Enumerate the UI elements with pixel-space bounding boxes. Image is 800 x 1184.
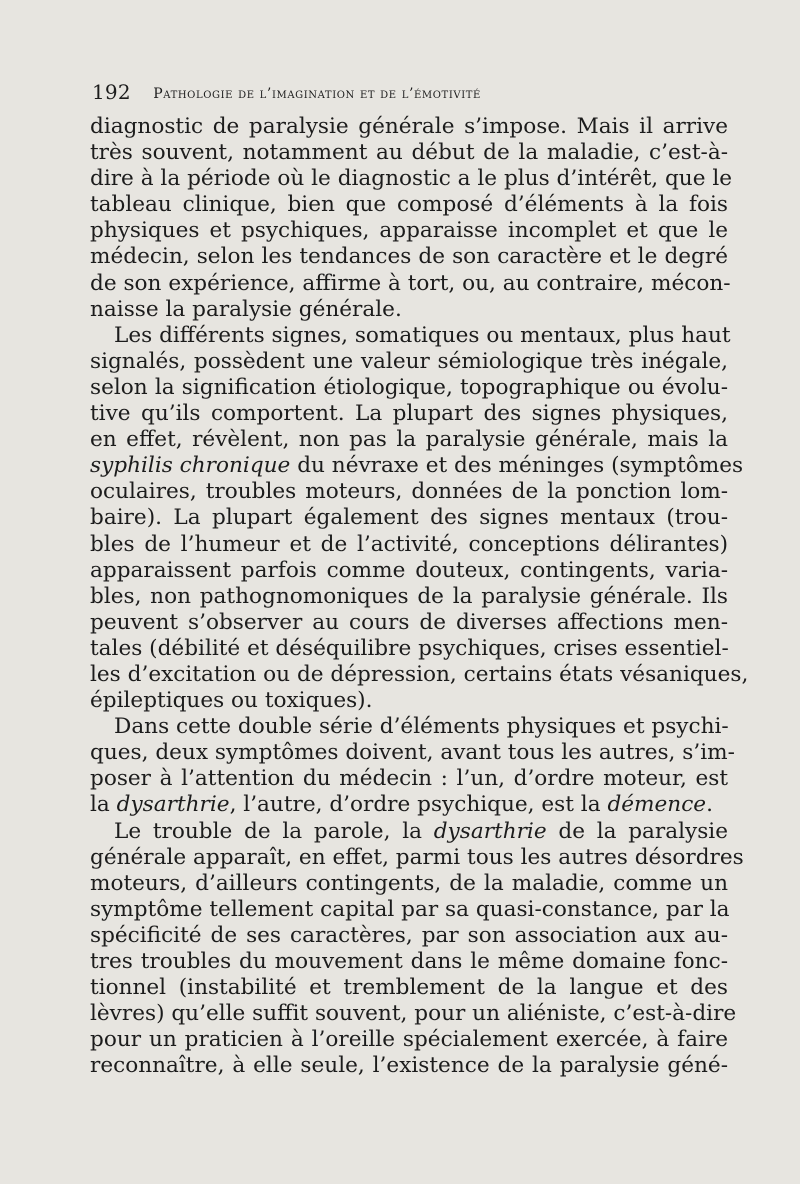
text-run: épileptiques ou toxiques). [90,688,373,714]
text-run: lèvres) qu’elle suffit souvent, pour un aliéniste, c’est-à-dire [90,1001,737,1027]
paragraph [90,714,735,818]
text-run: en effet, révèlent, non pas la paralysie générale, mais la [90,427,728,453]
text-run: du névraxe et des méninges (symptômes [290,453,744,479]
text-line [90,819,728,845]
text-line [90,297,728,323]
text-run: signalés, possèdent une valeur sémiologique très inégale, [90,348,728,374]
text-run: . [706,792,713,818]
text-run: naisse la paralysie générale. [90,296,402,322]
text-run: bles, non pathognomoniques de la paralysie générale. Ils [90,583,728,609]
text-line [90,661,749,688]
text-run: peuvent s’observer au cours de diverses affections men- [90,609,728,635]
text-run: selon la signification étiologique, topographique ou évolu- [90,374,728,400]
text-line [90,1001,737,1027]
text-run: poser à l’attention du médecin : l’un, d’ordre moteur, est [90,766,728,792]
text-run: bles de l’humeur et de l’activité, conceptions délirantes) [90,531,728,557]
text-run: pour un praticien à l’oreille spécialement exercée, à faire [90,1027,728,1053]
paragraph [90,114,733,323]
text-line [90,1053,728,1079]
paragraph [90,322,749,714]
text-run: les d’excitation ou de dépression, certains états vésaniques, [90,661,749,687]
text-line [90,871,728,897]
text-run: tive qu’ils comportent. La plupart des signes physiques, [90,401,728,427]
text-run: Le trouble de la parole, la [114,818,434,844]
text-run: Les différents signes, somatiques ou mentaux, plus haut [114,322,731,348]
text-line [90,349,728,375]
text-run: moteurs, d’ailleurs contingents, de la maladie, comme un [90,870,728,896]
italic-text: syphilis chronique [90,453,291,479]
text-line [90,322,731,349]
italic-text: démence [607,792,707,818]
text-line [90,766,728,792]
text-line [90,714,728,740]
text-line [90,975,728,1001]
text-line [90,453,744,479]
text-run: Dans cette double série d’éléments physiques et psychi- [114,714,729,740]
text-line [90,218,728,244]
text-run: physiques et psychiques, apparaisse incomplet et que le [90,218,728,244]
text-run: , l’autre, d’ordre psychique, est la [229,792,608,818]
text-line [90,166,733,192]
text-run: tres troubles du mouvement dans le même domaine fonc- [90,949,728,974]
text-line [90,688,728,714]
italic-text: dysarthrie [116,792,230,818]
page-header [92,80,732,104]
text-line [90,244,728,270]
text-run: tionnel (instabilité et tremblement de la langue et des [90,975,728,1001]
text-run: diagnostic de paralysie générale s’impose. Mais il arrive [90,114,728,139]
text-run: apparaissent parfois comme douteux, contingents, varia- [90,557,728,583]
text-run: reconnaître, à elle seule, l’existence de la paralysie géné- [90,1053,728,1079]
text-run: oculaires, troubles moteurs, données de la ponction lom- [90,479,728,505]
page-number: 192 [92,80,131,104]
text-line [90,375,728,401]
running-title: Pathologie de l’imagination et de l’émotivité [153,86,481,102]
text-run: très souvent, notamment au début de la maladie, c’est-à- [90,140,728,166]
text-run: symptôme tellement capital par sa quasi-constance, par la [90,896,730,922]
text-line [90,505,728,531]
text-run: tales (débilité et déséquilibre psychiques, crises essentiel- [90,635,729,661]
text-line [90,792,728,818]
text-run: générale apparaît, en effet, parmi tous les autres désordres [90,844,744,870]
text-line [90,949,728,975]
text-line [90,427,728,453]
body-text [90,114,749,1079]
text-run: de la paralysie [546,818,728,844]
text-line [90,584,728,610]
text-line [90,401,728,427]
text-line [90,532,728,558]
text-line [90,923,728,949]
text-run: spécificité de ses caractères, par son association aux au- [90,922,728,948]
text-run: ques, deux symptômes doivent, avant tous les autres, s’im- [90,740,735,766]
text-run: dire à la période où le diagnostic a le plus d’intérêt, que le [90,166,733,192]
italic-text: dysarthrie [433,818,547,844]
text-line [90,270,731,297]
paragraph [90,818,744,1080]
text-line [90,192,728,218]
text-run: médecin, selon les tendances de son caractère et le degré [90,244,728,270]
text-line [90,610,728,636]
text-line [90,844,744,871]
text-run: de son expérience, affirme à tort, ou, au contraire, mécon- [90,270,731,296]
text-run: baire). La plupart également des signes mentaux (trou- [90,505,728,531]
text-line [90,114,728,140]
text-line [90,636,728,662]
text-run: tableau clinique, bien que composé d’éléments à la fois [90,192,728,218]
text-line [90,479,728,505]
text-line [90,740,735,766]
text-run: la [90,792,117,818]
text-line [90,558,728,584]
text-line [90,897,728,923]
text-line [90,1027,728,1053]
text-line [90,140,728,166]
